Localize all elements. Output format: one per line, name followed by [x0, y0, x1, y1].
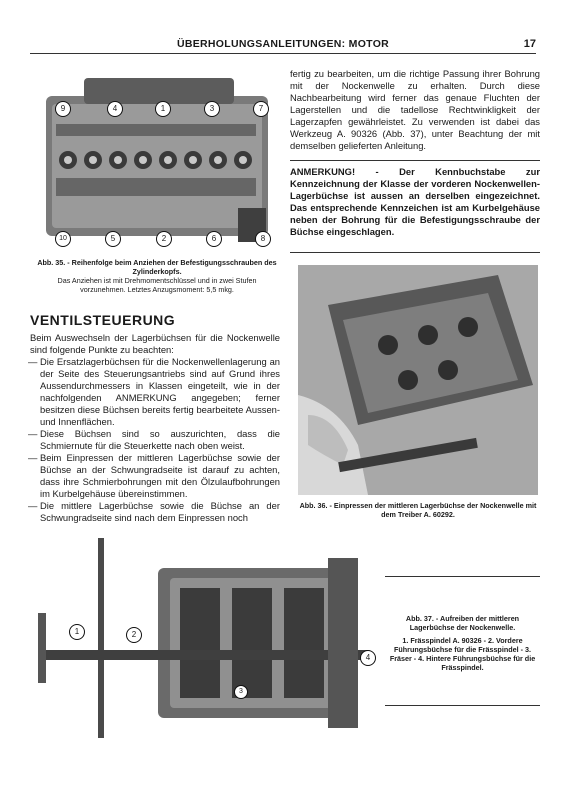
- fig35-engine-illustration: [38, 68, 276, 246]
- fig37-callout-1: 1: [69, 624, 85, 640]
- anmerkung-rule-top: [290, 160, 540, 161]
- fig35-callout-7: 7: [253, 101, 269, 117]
- fig37-callout-2: 2: [126, 627, 142, 643]
- bullet-item: — Die mittlere Lagerbüchse sowie die Büchse an der Schwungradseite sind nach dem Einpressen noch: [30, 500, 280, 524]
- fig37-engine-illustration: [38, 538, 380, 738]
- anmerkung-note: ANMERKUNG! - Der Kennbuchstabe zur Kennzeichnung der Klasse der vorderen Nockenwellen-Lagerbüchse ist aussen an derselben eingezeichnet. Das entsprechende Kennzeichen ist am Kurbelgehäuse neben der Bohrung für die Befestigungsschraube der Büchse eingeschlagen.: [290, 166, 540, 237]
- right-column-continuation: fertig zu bearbeiten, um die richtige Passung ihrer Bohrung mit der Nockenwelle zu erhalten. Durch diese Nachbearbeitung wird ferner das genaue Fluchten der Lagerstellen und die tadellose Rechtwinkligkeit der Lagerzapfen gewährleistet. Zu verwenden ist dabei das Werkzeug A. 90326 (Abb. 37), unter Beachtung der mit demselben gelieferten Anleitung.: [290, 68, 540, 151]
- page-header-title: ÜBERHOLUNGSANLEITUNGEN: MOTOR: [176, 38, 390, 50]
- fig37-caption: [385, 614, 540, 672]
- fig37-callout-3: 3: [234, 685, 248, 699]
- section-bullets: [30, 356, 280, 524]
- fig37-caption-title: Abb. 37. - Aufreiben der mittleren Lagerbüchse der Nockenwelle.: [405, 614, 520, 632]
- fig36-caption: Abb. 36. - Einpressen der mittleren Lagerbüchse der Nockenwelle mit dem Treiber A. 60292.: [299, 501, 537, 519]
- fig35-photo: [38, 68, 276, 246]
- fig35-callout-9: 9: [55, 101, 71, 117]
- section-intro: Beim Auswechseln der Lagerbüchsen für die Nockenwelle sind folgende Punkte zu beachten:: [30, 332, 280, 355]
- fig35-callout-10: 10: [55, 231, 71, 247]
- fig37-callout-4: 4: [360, 650, 376, 666]
- bullet-item: — Diese Büchsen sind so auszurichten, dass die Schmiernute für die Steuerkette nach oben weist.: [30, 428, 280, 452]
- section-body: [30, 332, 280, 524]
- fig35-callout-5: 5: [105, 231, 121, 247]
- fig35-callout-8: 8: [255, 231, 271, 247]
- bullet-item: — Die Ersatzlagerbüchsen für die Nockenwellenlagerung an der Seite des Steuerungsantriebs sind auf Grund ihres Aussendurchmessers in Klassen eingeteilt, wie in der nachfolgenden ANMERKUNG angegeben; ferner besitzen diese Büchsen bereits fertig bearbeitete Aussen- und Innenflächen.: [30, 356, 280, 428]
- fig35-callout-3: 3: [204, 101, 220, 117]
- fig36-photo: [298, 265, 538, 495]
- bullet-item: — Beim Einpressen der mittleren Lagerbüchse sowie der Büchse an der Schwungradseite ist darauf zu achten, dass ihre Schmierbohrungen mit den Ölzulaufbohrungen im Kurbelgehäuse übereinstimmen.: [30, 452, 280, 500]
- fig37-rule-top: [385, 576, 540, 577]
- fig35-callout-1: 1: [155, 101, 171, 117]
- fig35-callout-4: 4: [107, 101, 123, 117]
- fig37-rule-bottom: [385, 705, 540, 706]
- fig35-callout-6: 6: [206, 231, 222, 247]
- fig36-engine-illustration: [298, 265, 538, 495]
- page-number: 17: [523, 38, 536, 50]
- fig37-caption-legend: 1. Frässpindel A. 90326 - 2. Vordere Führungsbüchse für die Frässpindel - 3. Fräser - 4. Hintere Führungsbüchse für die Frässpindel.: [389, 636, 536, 672]
- fig35-caption: [34, 258, 280, 294]
- fig37-photo: [38, 538, 380, 738]
- header-divider: [30, 53, 536, 54]
- section-heading: VENTILSTEUERUNG: [30, 312, 176, 328]
- fig35-callout-2: 2: [156, 231, 172, 247]
- anmerkung-rule-bottom: [290, 252, 540, 253]
- fig35-caption-text: Das Anziehen ist mit Drehmomentschlüssel und in zwei Stufen vorzunehmen. Letztes Anzugsmoment: 5,5 mkg.: [57, 276, 257, 294]
- fig35-caption-title: Abb. 35. - Reihenfolge beim Anziehen der Befestigungsschrauben des Zylinderkopfs.: [37, 258, 277, 276]
